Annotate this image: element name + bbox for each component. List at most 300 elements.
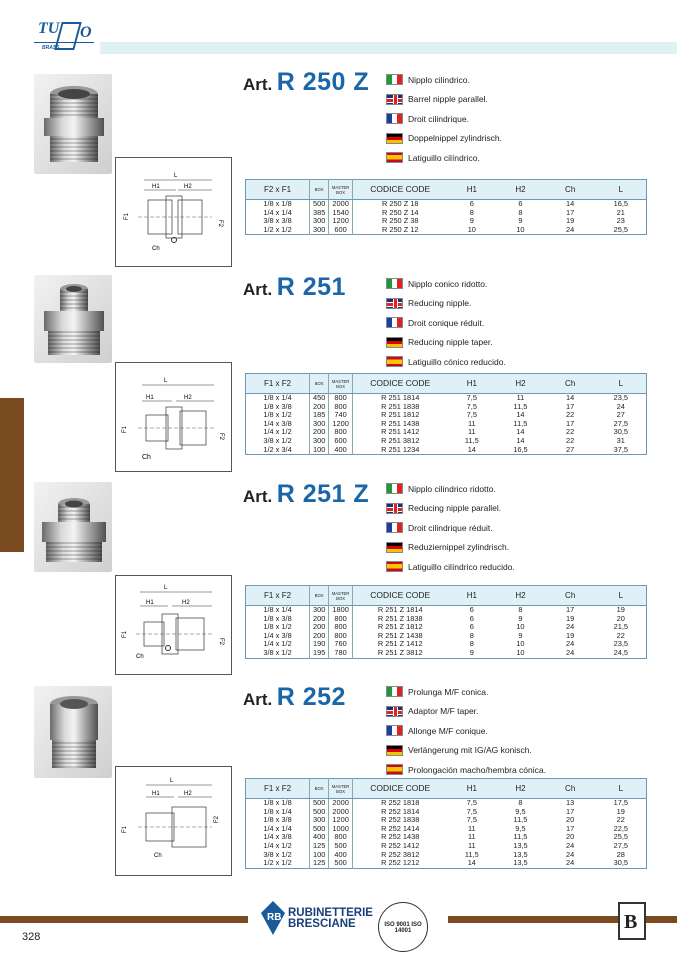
table-cell: 21,5 [613, 622, 628, 632]
dim-label-ch: Ch [136, 654, 144, 660]
table-cell: 1/8 x 1/8 [263, 798, 292, 807]
spec-table [245, 585, 647, 659]
description-gb: Adaptor M/F taper. [386, 702, 546, 722]
table-cell: 1/8 x 3/8 [263, 401, 292, 411]
table-cell: 3/8 x 1/2 [263, 849, 292, 859]
dim-label-h2: H2 [184, 791, 192, 797]
description-it: Nipplo conico ridotto. [386, 274, 506, 294]
table-cell: 28 [616, 849, 625, 859]
description-fr: Droit cilindrique. [386, 109, 502, 129]
table-cell: 14 [516, 427, 525, 437]
table-cell: 500 [329, 859, 353, 868]
table-cell: 500 [310, 200, 329, 209]
fr-flag-icon [386, 725, 403, 736]
col-master-box: MASTER BOX [329, 180, 353, 200]
es-flag-icon [386, 152, 403, 163]
col-h2: H2 [496, 180, 545, 200]
table-cell: 19 [616, 806, 625, 816]
art-label: Art. [243, 280, 273, 299]
table-row [246, 200, 647, 209]
technical-drawing-r251 [115, 362, 232, 472]
table-cell: R 251 Z 3812 [377, 647, 423, 657]
table-cell: R 252 3812 [381, 849, 420, 859]
table-cell: R 252 1438 [381, 832, 420, 842]
table-cell: 500 [310, 799, 329, 808]
iso-certification-badge [378, 902, 428, 952]
side-chapter-tab [0, 398, 24, 552]
dim-label-f1: F1 [122, 630, 128, 638]
table-cell: 500 [329, 842, 353, 851]
table-cell: 1800 [329, 606, 353, 615]
col-ch: Ch [545, 586, 596, 606]
article-code: R 251 [276, 273, 346, 301]
col-ch: Ch [545, 374, 596, 394]
col-ch: Ch [545, 779, 596, 799]
table-row [246, 437, 647, 446]
table-cell: 30,5 [613, 427, 628, 437]
logo-underline [34, 42, 94, 43]
table-cell: R 250 Z 18 [381, 199, 419, 208]
fr-flag-icon [386, 113, 403, 124]
table-cell: 17 [566, 207, 575, 217]
table-cell: 8 [518, 605, 523, 614]
table-cell: 7,5 [466, 798, 477, 807]
table-header-row [246, 586, 647, 606]
art-label: Art. [243, 487, 273, 506]
col-h1: H1 [448, 374, 497, 394]
table-cell: 24,5 [613, 647, 628, 657]
logo-text-right: O [80, 24, 92, 41]
table-cell: 11 [516, 393, 525, 402]
description-de: Reducing nipple taper. [386, 333, 506, 353]
table-cell: 22 [566, 410, 575, 420]
table-cell: 24 [566, 622, 575, 632]
col-master-box: MASTER BOX [329, 586, 353, 606]
table-cell: 22 [566, 427, 575, 437]
table-cell: 400 [310, 833, 329, 842]
table-header-row [246, 779, 647, 799]
table-cell: 11 [467, 823, 476, 833]
table-cell: 10 [516, 639, 525, 649]
dim-label-ch: Ch [152, 246, 160, 252]
table-cell: 14 [467, 858, 476, 868]
description-fr: Droit conique réduit. [386, 313, 506, 333]
col-h1: H1 [448, 586, 497, 606]
table-cell: 1/8 x 3/8 [263, 613, 292, 623]
table-cell: 800 [329, 615, 353, 624]
table-row [246, 403, 647, 412]
de-flag-icon [386, 542, 403, 553]
table-cell: 800 [329, 394, 353, 403]
col-box: BOX [310, 779, 329, 799]
spec-table [245, 373, 647, 455]
table-cell: 11 [467, 418, 476, 428]
article-code: R 250 Z [276, 68, 370, 96]
table-cell: 1/2 x 1/2 [263, 858, 292, 868]
table-cell: 10 [467, 224, 476, 234]
table-cell: 9 [518, 630, 523, 640]
table-cell: 27,5 [613, 840, 628, 850]
product-photo-r251z [34, 482, 112, 572]
table-cell: 13,5 [513, 840, 528, 850]
table-cell: 6 [469, 605, 474, 614]
table-row [246, 394, 647, 403]
table-cell: 24 [566, 224, 575, 234]
col-size: F1 x F2 [246, 374, 310, 394]
col-code: CODICE CODE [352, 779, 447, 799]
table-header-row [246, 180, 647, 200]
table-cell: 1/8 x 1/4 [263, 605, 292, 614]
description-it: Nipplo cilindrico ridotto. [386, 479, 515, 499]
table-cell: 9,5 [515, 806, 526, 816]
table-cell: 760 [329, 640, 353, 649]
col-l: L [596, 586, 647, 606]
description-fr: Droit cilindrique réduit. [386, 518, 515, 538]
dim-label-h1: H1 [146, 600, 154, 606]
table-cell: 17 [566, 418, 575, 428]
table-row [246, 209, 647, 218]
gb-flag-icon [386, 503, 403, 514]
article-title [243, 480, 369, 509]
table-row [246, 226, 647, 235]
dim-label-h1: H1 [152, 791, 160, 797]
article-title [243, 273, 346, 302]
description-gb: Reducing nipple. [386, 294, 506, 314]
table-cell: 800 [329, 428, 353, 437]
description-de: Doppelnippel zylindrisch. [386, 129, 502, 149]
table-cell: 13 [566, 798, 575, 807]
table-cell: 1/8 x 1/4 [263, 806, 292, 816]
dim-label-ch: Ch [142, 454, 151, 461]
table-cell: 1/8 x 1/8 [263, 199, 292, 208]
group-b-badge: B [618, 902, 646, 940]
table-cell: 800 [329, 632, 353, 641]
dim-label-h1: H1 [146, 395, 154, 401]
table-cell: 14 [516, 435, 525, 445]
table-cell: 200 [310, 615, 329, 624]
table-cell: 20 [566, 832, 575, 842]
table-cell: 7,5 [466, 410, 477, 420]
de-flag-icon [386, 133, 403, 144]
table-cell: 3/8 x 1/2 [263, 647, 292, 657]
table-cell: 25,5 [613, 832, 628, 842]
product-photo-r250z [34, 74, 112, 174]
col-box: BOX [310, 586, 329, 606]
table-cell: 8 [518, 207, 523, 217]
table-cell: R 251 1234 [381, 444, 420, 454]
col-size: F1 x F2 [246, 586, 310, 606]
table-row [246, 833, 647, 842]
article-code: R 251 Z [276, 480, 370, 508]
table-cell: 31 [616, 435, 625, 445]
fr-flag-icon [386, 317, 403, 328]
col-l: L [596, 180, 647, 200]
table-cell: 1200 [329, 420, 353, 429]
table-header-row [246, 374, 647, 394]
table-cell: 22 [566, 435, 575, 445]
table-cell: 13,5 [513, 849, 528, 859]
table-cell: 7,5 [466, 806, 477, 816]
table-cell: 7,5 [466, 401, 477, 411]
technical-drawing-r250z [115, 157, 232, 267]
table-cell: 500 [310, 808, 329, 817]
article-title [243, 683, 346, 712]
header-bar [100, 42, 677, 54]
table-row [246, 842, 647, 851]
table-cell: 25,5 [613, 224, 628, 234]
col-h1: H1 [448, 779, 497, 799]
dim-label-l: L [164, 378, 168, 384]
description-list [386, 70, 502, 168]
dim-label-l: L [164, 585, 168, 591]
col-h1: H1 [448, 180, 497, 200]
table-cell: 1/4 x 3/8 [263, 630, 292, 640]
table-cell: 1/2 x 1/2 [263, 224, 292, 234]
table-cell: 9 [469, 647, 474, 657]
table-cell: 10 [516, 647, 525, 657]
table-cell: 11,5 [513, 832, 528, 842]
table-cell: 8 [469, 207, 474, 217]
dim-label-f2: F2 [214, 815, 220, 823]
table-cell: 200 [310, 403, 329, 412]
description-de: Reduziernippel zylindrisch. [386, 538, 515, 558]
table-row [246, 649, 647, 658]
table-row [246, 825, 647, 834]
gb-flag-icon [386, 94, 403, 105]
col-code: CODICE CODE [352, 180, 447, 200]
table-cell: 23,5 [613, 393, 628, 402]
table-cell: 185 [310, 411, 329, 420]
description-fr: Allonge M/F conique. [386, 721, 546, 741]
table-cell: 23,5 [613, 639, 628, 649]
table-cell: 1/4 x 1/4 [263, 823, 292, 833]
table-row [246, 446, 647, 455]
table-cell: 3/8 x 3/8 [263, 216, 292, 226]
fr-flag-icon [386, 522, 403, 533]
table-cell: 11,5 [513, 401, 528, 411]
table-cell: 100 [310, 446, 329, 455]
table-cell: 8 [469, 630, 474, 640]
table-cell: 400 [329, 851, 353, 860]
table-cell: R 251 Z 1438 [377, 630, 423, 640]
table-cell: 9 [469, 216, 474, 226]
table-cell: R 252 1212 [381, 858, 420, 868]
col-ch: Ch [545, 180, 596, 200]
table-cell: R 251 1838 [381, 401, 420, 411]
table-cell: 19 [566, 613, 575, 623]
dim-label-f1: F1 [122, 425, 128, 433]
table-row [246, 816, 647, 825]
table-cell: 8 [469, 639, 474, 649]
table-cell: 300 [310, 217, 329, 226]
table-cell: 10 [516, 622, 525, 632]
table-row [246, 859, 647, 868]
dim-label-ch: Ch [154, 853, 162, 859]
table-cell: 22,5 [613, 823, 628, 833]
table-cell: R 252 1412 [381, 840, 420, 850]
table-cell: 800 [329, 833, 353, 842]
table-cell: 100 [310, 851, 329, 860]
table-cell: 27 [616, 410, 625, 420]
art-label: Art. [243, 690, 273, 709]
table-cell: R 251 3812 [381, 435, 420, 445]
table-cell: 13,5 [513, 858, 528, 868]
dim-label-h1: H1 [152, 184, 160, 190]
table-cell: 11,5 [513, 418, 528, 428]
table-cell: 24 [616, 401, 625, 411]
table-cell: 24 [566, 840, 575, 850]
col-h2: H2 [496, 586, 545, 606]
company-name-line2: BRESCIANE [288, 918, 356, 930]
product-photo-r251 [34, 275, 112, 363]
table-cell: R 252 1838 [381, 815, 420, 825]
description-de: Verlängerung mit IG/AG konisch. [386, 741, 546, 761]
dim-label-f1: F1 [122, 825, 128, 833]
table-cell: R 251 1438 [381, 418, 420, 428]
table-cell: R 250 Z 12 [381, 224, 419, 234]
table-cell: 17,5 [613, 798, 628, 807]
table-row [246, 606, 647, 615]
spec-table [245, 778, 647, 869]
dim-label-f1: F1 [124, 212, 130, 220]
table-cell: 19 [616, 605, 625, 614]
table-cell: R 251 Z 1814 [377, 605, 423, 614]
table-cell: 37,5 [613, 444, 628, 454]
description-es: Latiguillo cónico reducido. [386, 352, 506, 372]
table-row [246, 615, 647, 624]
table-cell: 19 [566, 216, 575, 226]
table-cell: 17 [566, 605, 575, 614]
table-row [246, 808, 647, 817]
table-row [246, 640, 647, 649]
col-master-box: MASTER BOX [329, 374, 353, 394]
table-cell: 11 [467, 427, 476, 437]
table-cell: 300 [310, 420, 329, 429]
table-cell: 200 [310, 428, 329, 437]
spec-table [245, 179, 647, 235]
table-cell: R 252 1818 [381, 798, 420, 807]
table-cell: 17 [566, 806, 575, 816]
table-cell: 1540 [329, 209, 353, 218]
table-cell: 1/8 x 1/2 [263, 410, 292, 420]
table-cell: R 250 Z 38 [381, 216, 419, 226]
table-cell: 8 [518, 798, 523, 807]
table-cell: R 252 1414 [381, 823, 420, 833]
table-cell: 2000 [329, 200, 353, 209]
table-cell: R 250 Z 14 [381, 207, 419, 217]
table-cell: 600 [329, 226, 353, 235]
table-row [246, 411, 647, 420]
table-cell: R 251 Z 1412 [377, 639, 423, 649]
table-cell: 6 [469, 199, 474, 208]
table-cell: 20 [566, 815, 575, 825]
table-row [246, 623, 647, 632]
table-cell: 14 [566, 393, 575, 402]
table-cell: 800 [329, 623, 353, 632]
table-cell: 600 [329, 437, 353, 446]
page-number: 328 [22, 931, 41, 943]
table-cell: 22 [616, 630, 625, 640]
table-cell: 500 [310, 825, 329, 834]
de-flag-icon [386, 745, 403, 756]
table-cell: 24 [566, 647, 575, 657]
table-cell: 740 [329, 411, 353, 420]
technical-drawing-r251z [115, 575, 232, 675]
table-cell: 7,5 [466, 815, 477, 825]
description-it: Nipplo cilindrico. [386, 70, 502, 90]
art-label: Art. [243, 75, 273, 94]
table-cell: 24 [566, 639, 575, 649]
table-cell: 1000 [329, 825, 353, 834]
table-cell: 9 [518, 613, 523, 623]
table-cell: 20 [616, 613, 625, 623]
table-cell: 16,5 [513, 444, 528, 454]
table-cell: 1/4 x 1/2 [263, 840, 292, 850]
description-es: Latiguillo cilíndrico reducido. [386, 557, 515, 577]
dim-label-l: L [174, 173, 178, 179]
description-it: Prolunga M/F conica. [386, 682, 546, 702]
table-cell: 1/8 x 1/4 [263, 393, 292, 402]
de-flag-icon [386, 337, 403, 348]
table-cell: 300 [310, 816, 329, 825]
table-cell: 450 [310, 394, 329, 403]
table-row [246, 420, 647, 429]
col-h2: H2 [496, 779, 545, 799]
gb-flag-icon [386, 298, 403, 309]
table-cell: 1200 [329, 816, 353, 825]
table-cell: 1/8 x 3/8 [263, 815, 292, 825]
description-es: Prolongación macho/hembra cónica. [386, 760, 546, 780]
table-cell: 6 [518, 199, 523, 208]
table-cell: 6 [469, 622, 474, 632]
table-cell: 16,5 [613, 199, 628, 208]
table-cell: 19 [566, 630, 575, 640]
table-cell: 11,5 [464, 435, 479, 445]
table-cell: 9 [518, 216, 523, 226]
table-cell: 400 [329, 446, 353, 455]
table-cell: 30,5 [613, 858, 628, 868]
table-cell: 2000 [329, 799, 353, 808]
table-cell: 24 [566, 849, 575, 859]
table-cell: 195 [310, 649, 329, 658]
logo-text-left: TU [38, 20, 60, 37]
table-row [246, 632, 647, 641]
table-cell: 1/4 x 1/4 [263, 207, 292, 217]
col-code: CODICE CODE [352, 586, 447, 606]
table-cell: 385 [310, 209, 329, 218]
table-cell: 1/4 x 1/2 [263, 639, 292, 649]
table-cell: 22 [616, 815, 625, 825]
dim-label-f2: F2 [217, 220, 223, 228]
gb-flag-icon [386, 706, 403, 717]
table-cell: 11 [467, 840, 476, 850]
table-cell: 14 [516, 410, 525, 420]
article-title [243, 68, 369, 97]
col-code: CODICE CODE [352, 374, 447, 394]
table-cell: 300 [310, 437, 329, 446]
dim-label-h2: H2 [184, 395, 192, 401]
table-cell: 21 [616, 207, 625, 217]
table-cell: 200 [310, 632, 329, 641]
product-photo-r252 [34, 686, 112, 778]
col-master-box: MASTER BOX [329, 779, 353, 799]
col-h2: H2 [496, 374, 545, 394]
table-cell: R 251 1812 [381, 410, 420, 420]
table-cell: 1/4 x 3/8 [263, 418, 292, 428]
description-list [386, 274, 506, 372]
table-row [246, 217, 647, 226]
dim-label-h2: H2 [182, 600, 190, 606]
